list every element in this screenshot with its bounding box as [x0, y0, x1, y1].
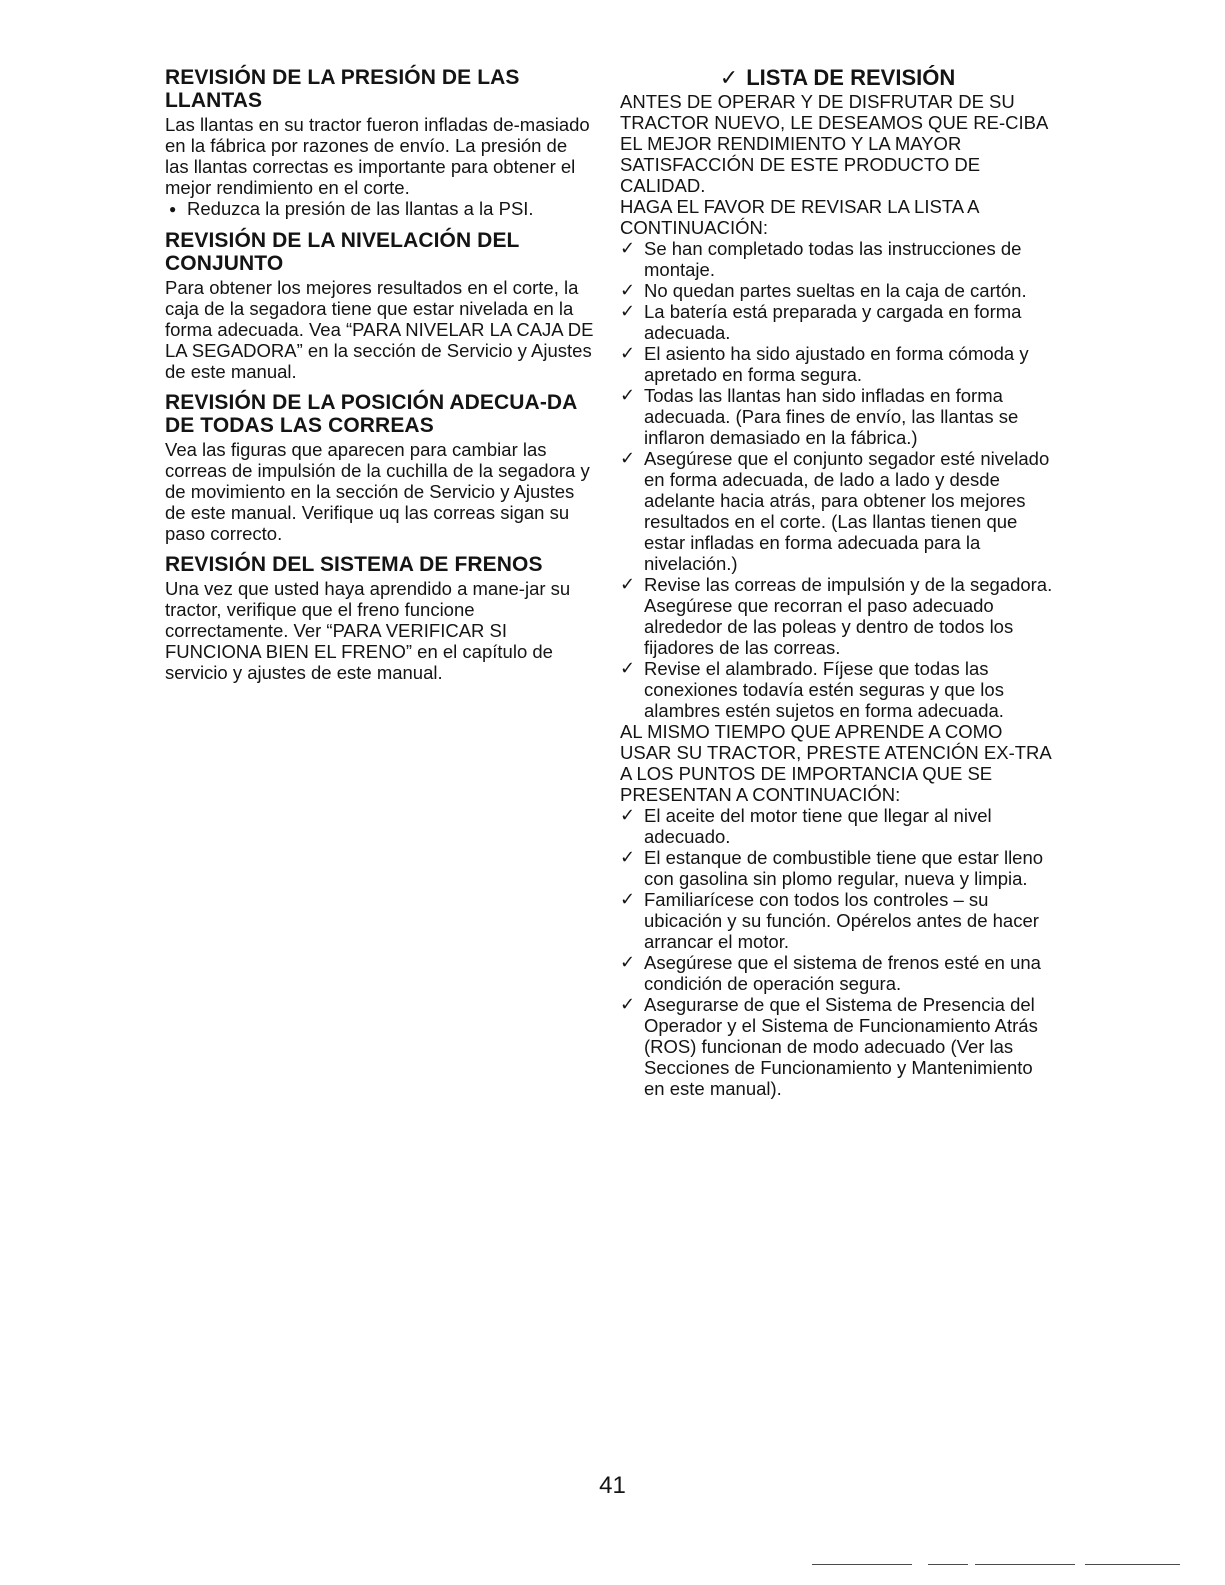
footer-rule	[1085, 1564, 1180, 1565]
section-body-brakes: Una vez que usted haya aprendido a mane-jar su tractor, verifique que el freno funcione correctamente. Ver “PARA VERIFICAR SI FUNCIONA BIEN EL FRENO” en el capítulo de servicio y ajustes de este manual.	[165, 578, 571, 683]
left-column	[165, 66, 595, 683]
list-item-text: Familiarícese con todos los controles – su ubicación y su función. Opérelos antes de hacer arrancar el motor.	[644, 889, 1039, 952]
list-item-text: Asegurarse de que el Sistema de Presencia del Operador y el Sistema de Funcionamiento Atrás (ROS) funcionan de modo adecuado (Ver las Secciones de Funcionamiento y Mantenimiento en este manual).	[644, 994, 1038, 1099]
check-mark-icon: ✓	[620, 847, 636, 867]
section-body-tire-pressure: Las llantas en su tractor fueron infladas de-masiado en la fábrica por razones de envío. La presión de las llantas correctas es importante para obtener el mejor rendimiento en el corte.	[165, 114, 590, 198]
list-item-text: El estanque de combustible tiene que estar lleno con gasolina sin plomo regular, nueva y limpia.	[644, 847, 1044, 889]
list-item-text: Revise el alambrado. Fíjese que todas las conexiones todavía estén seguras y que los alambres estén sujetos en forma adecuada.	[644, 658, 1004, 721]
checklist-instruction: HAGA EL FAVOR DE REVISAR LA LISTA A CONTINUACIÓN:	[620, 196, 979, 238]
list-item	[620, 952, 1055, 994]
section-heading-belts: REVISIÓN DE LA POSICIÓN ADECUA-DA DE TODAS LAS CORREAS	[165, 391, 577, 437]
check-mark-icon: ✓	[620, 238, 636, 258]
list-item	[620, 448, 1055, 574]
list-item	[620, 574, 1055, 658]
checklist-title	[620, 66, 1055, 90]
bullet-item-tire-pressure	[165, 198, 595, 220]
list-item-text: El aceite del motor tiene que llegar al nivel adecuado.	[644, 805, 992, 847]
check-mark-icon: ✓	[620, 343, 636, 363]
check-mark-icon: ✓	[620, 805, 636, 825]
list-item	[620, 889, 1055, 952]
list-item	[620, 805, 1055, 847]
check-mark-icon: ✓	[620, 301, 636, 321]
list-item-text: El asiento ha sido ajustado en forma cómoda y apretado en forma segura.	[644, 343, 1029, 385]
right-column	[620, 66, 1055, 1099]
bullet-text: Reduzca la presión de las llantas a la PSI.	[187, 198, 534, 219]
footer-rule	[928, 1564, 968, 1565]
check-mark-icon: ✓	[620, 658, 636, 678]
list-item-text: Asegúrese que el sistema de frenos esté en una condición de operación segura.	[644, 952, 1041, 994]
footer-rule	[812, 1564, 912, 1565]
checklist-intro: ANTES DE OPERAR Y DE DISFRUTAR DE SU TRACTOR NUEVO, LE DESEAMOS QUE RE-CIBA EL MEJOR RENDIMIENTO Y LA MAYOR SATISFACCIÓN DE ESTE PRODUCTO DE CALIDAD.	[620, 91, 1048, 196]
list-item-text: Revise las correas de impulsión y de la segadora. Asegúrese que recorran el paso adecuado alrededor de las poleas y dentro de todos los fijadores de las correas.	[644, 574, 1053, 658]
check-mark-icon: ✓	[620, 574, 636, 594]
section-heading-deck-leveling: REVISIÓN DE LA NIVELACIÓN DEL CONJUNTO	[165, 229, 520, 275]
checklist-first	[620, 238, 1055, 721]
list-item	[620, 658, 1055, 721]
check-mark-icon: ✓	[719, 65, 739, 90]
footer-rule	[975, 1564, 1075, 1565]
list-item-text: Se han completado todas las instrucciones de montaje.	[644, 238, 1022, 280]
list-item-text: La batería está preparada y cargada en forma adecuada.	[644, 301, 1022, 343]
check-mark-icon: ✓	[620, 994, 636, 1014]
list-item	[620, 280, 1055, 301]
section-body-belts: Vea las figuras que aparecen para cambiar las correas de impulsión de la cuchilla de la segadora y de movimiento en la sección de Servicio y Ajustes de este manual. Verifique uq las correas sigan su paso correcto.	[165, 439, 590, 544]
list-item-text: Todas las llantas han sido infladas en forma adecuada. (Para fines de envío, las llantas se inflaron demasiado en la fábrica.)	[644, 385, 1019, 448]
section-body-deck-leveling: Para obtener los mejores resultados en el corte, la caja de la segadora tiene que estar nivelada en la forma adecuada. Vea “PARA NIVELAR LA CAJA DE LA SEGADORA” en la sección de Servicio y Ajustes de este manual.	[165, 277, 594, 382]
list-item	[620, 847, 1055, 889]
checklist-middle-caps: AL MISMO TIEMPO QUE APRENDE A COMO USAR SU TRACTOR, PRESTE ATENCIÓN EX-TRA A LOS PUNTOS DE IMPORTANCIA QUE SE PRESENTAN A CONTINUACIÓN:	[620, 721, 1051, 805]
list-item	[620, 301, 1055, 343]
check-mark-icon: ✓	[620, 280, 636, 300]
check-mark-icon: ✓	[620, 385, 636, 405]
list-item	[620, 238, 1055, 280]
check-mark-icon: ✓	[620, 952, 636, 972]
check-mark-icon: ✓	[620, 448, 636, 468]
page-number: 41	[599, 1472, 626, 1499]
list-item-text: No quedan partes sueltas en la caja de cartón.	[644, 280, 1027, 301]
check-mark-icon: ✓	[620, 889, 636, 909]
checklist-title-text: LISTA DE REVISIÓN	[746, 65, 956, 90]
list-item	[620, 385, 1055, 448]
bullet-icon: ●	[169, 202, 177, 216]
list-item	[620, 343, 1055, 385]
checklist-second	[620, 805, 1055, 1099]
list-item	[620, 994, 1055, 1099]
section-heading-brakes: REVISIÓN DEL SISTEMA DE FRENOS	[165, 553, 543, 576]
list-item-text: Asegúrese que el conjunto segador esté nivelado en forma adecuada, de lado a lado y desde adelante hacia atrás, para obtener los mejores resultados en el corte. (Las llantas tienen que estar infladas en forma adecuada para la nivelación.)	[644, 448, 1050, 574]
section-heading-tire-pressure: REVISIÓN DE LA PRESIÓN DE LAS LLANTAS	[165, 66, 520, 112]
